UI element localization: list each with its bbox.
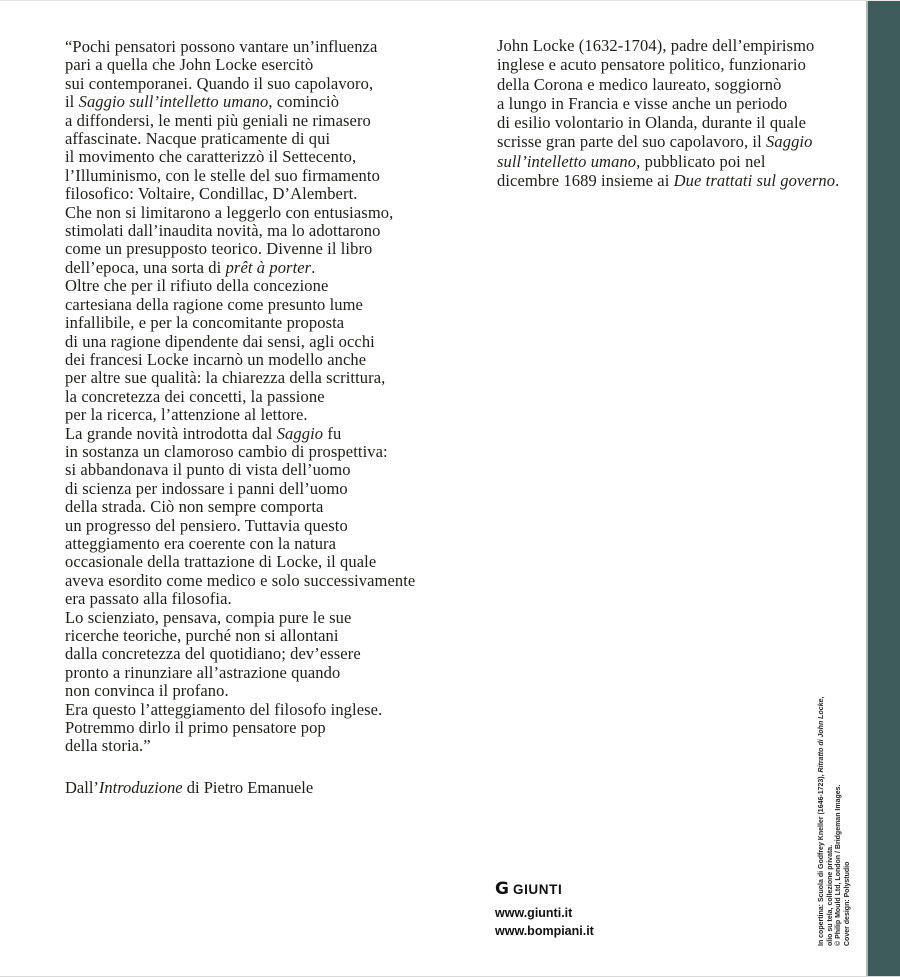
text-line: per la ricerca, l’attenzione al lettore.: [65, 405, 308, 425]
text-line: pari a quella che John Locke esercitò: [65, 55, 314, 75]
text-line: sui contemporanei. Quando il suo capolavoro,: [65, 73, 374, 93]
text-line: La grande novità introdotta dal Saggio fu: [65, 423, 342, 443]
text-line: non convinca il profano.: [65, 681, 229, 701]
text-line: un progresso del pensiero. Tuttavia questo: [65, 515, 348, 535]
text-line: stimolati dall’inaudita novità, ma lo adottarono: [65, 221, 381, 241]
cover-credits: [818, 697, 852, 946]
text-line: © Philip Mould Ltd, London / Bridgeman Images.: [835, 784, 842, 946]
text-line: come un presupposto teorico. Divenne il libro: [65, 239, 373, 259]
text-line: dell’epoca, una sorta di prêt à porter.: [65, 257, 316, 277]
text-line: era passato alla filosofia.: [65, 589, 232, 609]
text-line: Che non si limitarono a leggerlo con entusiasmo,: [65, 202, 394, 222]
giunti-g-icon: G: [495, 878, 509, 899]
text-line: In copertina: Scuola di Godfrey Kneller (1646-1723), Ritratto di John Locke,: [818, 696, 825, 946]
text-line: in sostanza un clamoroso cambio di prospettiva:: [65, 441, 388, 461]
website-giunti: www.giunti.it: [495, 906, 573, 920]
text-line: per altre sue qualità: la chiarezza della scrittura,: [65, 368, 386, 388]
quote-text: [65, 38, 415, 756]
text-line: occasionale della trattazione di Locke, il quale: [65, 552, 377, 572]
text-line: della Corona e medico laureato, soggiornò: [497, 74, 782, 94]
text-line: ricerche teoriche, purché non si allontani: [65, 626, 339, 645]
text-line: dalla concretezza del quotidiano; dev’essere: [65, 644, 361, 664]
text-line: Era questo l’atteggiamento del filosofo inglese.: [65, 699, 383, 719]
text-line: filosofico: Voltaire, Condillac, D’Alembert.: [65, 184, 358, 204]
giunti-logo: [495, 880, 594, 898]
text-line: pronto a rinunziare all’astrazione quando: [65, 662, 341, 682]
text-line: il movimento che caratterizzò il Settecento,: [65, 147, 357, 167]
publisher-websites: [495, 905, 594, 940]
text-line: di una ragione dipendente dai sensi, agli occhi: [65, 331, 375, 351]
text-line: sull’intelletto umano, pubblicato poi nel: [497, 151, 766, 171]
text-line: Cover design: Polystudio: [843, 861, 851, 946]
text-line: atteggiamento era coerente con la natura: [65, 533, 337, 553]
text-line: dei francesi Locke incarnò un modello anche: [65, 349, 367, 369]
text-line: la concretezza dei concetti, la passione: [65, 386, 325, 406]
author-bio: [497, 36, 839, 190]
website-bompiani: www.bompiani.it: [495, 923, 594, 938]
publisher-block: [495, 880, 594, 940]
text-line: Potremmo dirlo il primo pensatore pop: [65, 718, 326, 738]
text-line: affascinate. Nacque praticamente di qui: [65, 129, 331, 149]
text-line: dicembre 1689 insieme ai Due trattati sul governo.: [497, 171, 840, 191]
text-line: della storia.”: [65, 736, 151, 756]
text-line: Lo scienziato, pensava, compia pure le sue: [65, 607, 352, 627]
text-line: a diffondersi, le menti più geniali ne rimasero: [65, 110, 371, 130]
text-line: cartesiana della ragione come presunto lume: [65, 294, 363, 314]
text-line: “Pochi pensatori possono vantare un’influenza: [65, 37, 378, 56]
text-line: infallibile, e per la concomitante proposta: [65, 313, 345, 333]
text-line: inglese e acuto pensatore politico, funzionario: [497, 55, 806, 75]
text-line: della strada. Ciò non sempre comporta: [65, 497, 324, 517]
text-line: l’Illuminismo, con le stelle del suo firmamento: [65, 165, 380, 185]
quote-attribution: Dall’Introduzione di Pietro Emanuele: [65, 778, 314, 797]
text-line: il Saggio sull’intelletto umano, cominciò: [65, 92, 340, 112]
text-line: Oltre che per il rifiuto della concezione: [65, 276, 329, 296]
giunti-wordmark: GIUNTI: [512, 881, 563, 897]
text-line: scrisse gran parte del suo capolavoro, il Saggio: [497, 132, 813, 152]
text-line: di esilio volontario in Olanda, durante il quale: [497, 113, 807, 133]
text-line: di scienza per indossare i panni dell’uomo: [65, 478, 348, 498]
spine-strip: [868, 1, 900, 977]
text-line: si abbandonava il punto di vista dell’uomo: [65, 460, 351, 480]
text-line: a lungo in Francia e visse anche un periodo: [497, 93, 788, 113]
text-line: olio su tela, collezione privata.: [826, 844, 834, 946]
text-line: John Locke (1632-1704), padre dell’empirismo: [497, 36, 815, 55]
text-line: aveva esordito come medico e solo successivamente: [65, 570, 416, 590]
